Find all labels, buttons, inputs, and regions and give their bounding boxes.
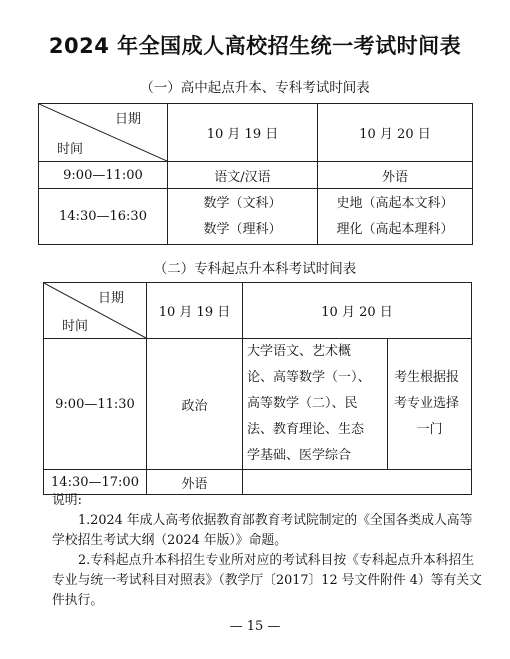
table1-row2-day2 (318, 189, 473, 245)
table2-header-time: 时间 (62, 319, 89, 334)
table1-date-1: 10 月 19 日 (168, 104, 318, 162)
table1-header-time: 时间 (57, 142, 84, 157)
table2-header-date: 日期 (97, 291, 124, 306)
table2-date-2: 10 月 20 日 (243, 283, 472, 339)
subject-line: 数学（理科） (203, 221, 282, 237)
table1-row1-day2: 外语 (318, 162, 473, 189)
table-row (39, 189, 473, 245)
note-line: 考生根据报 (394, 370, 460, 385)
note-item-2: 2.专科起点升本科招生专业所对应的考试科目按《专科起点升本科招生专业与统一考试科目对照表》（教学厅〔2017〕12 号文件附件 4）等有关文件执行。 (52, 553, 482, 608)
table-row (44, 339, 472, 470)
table1-diagonal-header (39, 104, 168, 162)
subject-line: 论、高等数学（一）、 (247, 370, 371, 385)
diagonal-line (44, 283, 146, 338)
table2-row1-day2-subjects (243, 339, 388, 470)
subject-line: 学基础、医学综合 (247, 448, 352, 463)
subject-line: 数学（文科） (203, 195, 282, 211)
table1-row2-time: 14:30—16:30 (39, 189, 168, 245)
table1-date-2: 10 月 20 日 (318, 104, 473, 162)
subject-line: 大学语文、艺术概 (247, 344, 352, 359)
note-line: 一门 (416, 422, 443, 437)
table1-row1-day1: 语文/汉语 (168, 162, 318, 189)
table2-row2-time: 14:30—17:00 (44, 470, 147, 495)
table2-date-1: 10 月 19 日 (147, 283, 243, 339)
table1-row2-day1 (168, 189, 318, 245)
subject-line: 高等数学（二）、民 (247, 396, 358, 411)
table1-row1-time: 9:00—11:00 (39, 162, 168, 189)
table2-row2-day1: 外语 (147, 470, 243, 495)
schedule-table-2 (43, 282, 472, 495)
table2-header-row (44, 283, 472, 339)
subject-line: 理化（高起本理科） (336, 221, 454, 237)
notes-section (52, 491, 484, 611)
table2-diagonal-header (44, 283, 147, 339)
page-title: 2024 年全国成人高校招生统一考试时间表 (48, 34, 462, 58)
page-number: — 15 — (229, 619, 281, 634)
table1-caption: （一）高中起点升本、专科考试时间表 (140, 80, 370, 96)
subject-line: 法、教育理论、生态 (247, 422, 365, 437)
table2-row1-day1: 政治 (147, 339, 243, 470)
table2-row1-day2-note (388, 339, 472, 470)
schedule-table-1 (38, 103, 473, 245)
table-row (39, 162, 473, 189)
table2-row1-time: 9:00—11:30 (44, 339, 147, 470)
table1-header-row (39, 104, 473, 162)
note-item-1: 1.2024 年成人高考依据教育部教育考试院制定的《全国各类成人高等学校招生考试大纲（2024 年版）》命题。 (52, 513, 473, 548)
table1-header-date: 日期 (114, 112, 141, 127)
table2-caption: （二）专科起点升本科考试时间表 (153, 261, 357, 277)
notes-heading: 说明: (52, 493, 82, 508)
subject-line: 史地（高起本文科） (336, 195, 454, 211)
note-line: 考专业选择 (394, 396, 460, 411)
